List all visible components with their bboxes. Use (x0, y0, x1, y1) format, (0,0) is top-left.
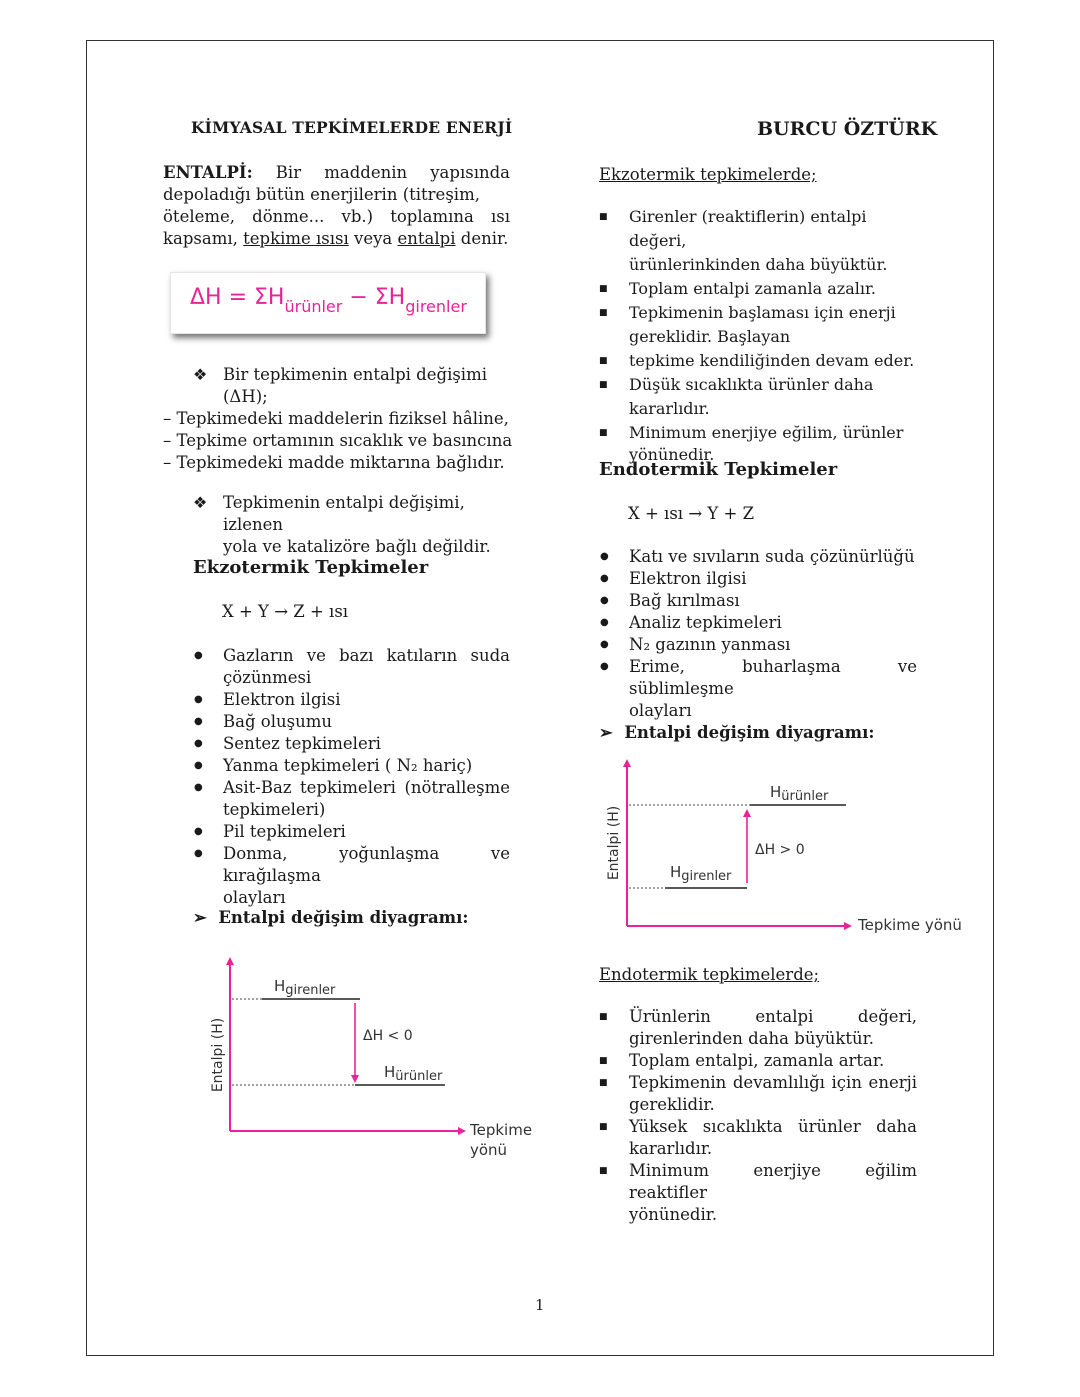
x-axis-arrow-icon (844, 922, 852, 930)
delta-up-arrow-icon (743, 809, 751, 817)
list-item-cont: tepkimeleri) (223, 800, 326, 819)
list-item: ● Analiz tepkimeleri (629, 612, 917, 634)
exo-examples-list (223, 645, 510, 909)
y-axis-arrow-icon (226, 957, 234, 965)
arrow-bullet-icon: ➢ (599, 723, 613, 742)
endo-examples-list (629, 546, 917, 722)
products-label: Hürünler (770, 783, 829, 804)
diamond-bullet-icon: ❖ (193, 365, 208, 384)
path-independence-note (163, 492, 523, 558)
arrow-bullet-icon: ➢ (193, 908, 207, 927)
exo-properties-list (629, 205, 919, 465)
endo-equation: X + ısı → Y + Z (628, 504, 755, 523)
page-number: 1 (535, 1296, 545, 1314)
diamond-bullet-icon: ❖ (193, 493, 208, 512)
x-axis-label-1: Tepkime (470, 1121, 533, 1139)
endo-properties-list (629, 1006, 917, 1226)
list-item-cont: yönünedir. (629, 445, 715, 464)
entalpi-def-line: kapsamı, tepkime ısısı veya entalpi denir. (163, 229, 509, 248)
list-item-cont: girenlerinden daha büyüktür. (629, 1029, 874, 1048)
document-title: KİMYASAL TEPKİMELERDE ENERJİ (191, 118, 513, 137)
entalpi-def-line: öteleme, dönme... vb.) toplamına ısı (163, 207, 510, 226)
x-axis-label: Tepkime yönü (858, 916, 962, 934)
list-item: ■ Minimum enerjiye eğilim, ürünler (629, 421, 919, 445)
list-item: ● Katı ve sıvıların suda çözünürlüğü (629, 546, 917, 568)
exo-intro: Ekzotermik tepkimelerde; (599, 165, 817, 184)
x-axis-label-2: yönü (470, 1141, 508, 1159)
list-item: ■ Yüksek sıcaklıkta ürünler daha (629, 1116, 917, 1138)
dependency-item: – Tepkime ortamının sıcaklık ve basıncına (163, 431, 513, 450)
list-item-cont: kararlıdır. (629, 399, 710, 418)
list-item-cont: ürünlerinkinden daha büyüktür. (629, 255, 888, 274)
list-item: ■ Toplam entalpi zamanla azalır. (629, 277, 919, 301)
list-item: ■ Minimum enerjiye eğilim reaktifler (629, 1160, 917, 1204)
entalpi-term-underlined: entalpi (397, 229, 456, 248)
list-item: ■ Tepkimenin başlaması için enerji (629, 301, 919, 325)
list-item: ● Sentez tepkimeleri (223, 733, 510, 755)
list-item-cont: olayları (223, 888, 286, 907)
list-item-cont: gereklidir. Başlayan (629, 327, 791, 346)
list-item-cont: kararlıdır. (629, 1139, 713, 1158)
author-name: BURCU ÖZTÜRK (757, 118, 938, 140)
y-axis-arrow-icon (623, 759, 631, 767)
dependency-item: – Tepkimedeki madde miktarına bağlıdır. (163, 453, 505, 472)
list-item-cont: çözünmesi (223, 668, 312, 687)
enthalpy-dependencies (163, 364, 523, 474)
note-line: Tepkimenin entalpi değişimi, izlenen (223, 493, 465, 534)
note-line: (ΔH); (223, 387, 268, 406)
note-line: Bir tepkimenin entalpi değişimi (223, 365, 488, 384)
list-item: ● Yanma tepkimeleri ( N₂ hariç) (223, 755, 510, 777)
exo-enthalpy-diagram (200, 955, 540, 1165)
endo-diagram-label: ➢ Entalpi değişim diyagramı: (599, 723, 875, 742)
exo-equation: X + Y → Z + ısı (222, 602, 349, 621)
list-item: ● Erime, buharlaşma ve süblimleşme (629, 656, 917, 700)
list-item: ● Donma, yoğunlaşma ve kırağılaşma (223, 843, 510, 887)
entalpi-def-line: depoladığı bütün enerjilerin (titreşim, (163, 185, 480, 204)
exo-diagram-label: ➢ Entalpi değişim diyagramı: (193, 908, 469, 927)
y-axis-label: Entalpi (H) (210, 1017, 226, 1093)
list-item: ■ tepkime kendiliğinden devam eder. (629, 349, 919, 373)
y-axis-label: Entalpi (H) (606, 805, 622, 881)
list-item: ● Bağ oluşumu (223, 711, 510, 733)
delta-down-arrow-icon (351, 1075, 359, 1083)
endo-enthalpy-diagram (600, 755, 970, 940)
enthalpy-formula: $\Delta H = \Sigma H_{ürünler} - \Sigma H_{girenler}$ (190, 285, 467, 316)
list-item: ● Asit-Baz tepkimeleri (nötralleşme (223, 777, 510, 799)
list-item: ● Pil tepkimeleri (223, 821, 510, 843)
entalpi-definition (163, 162, 510, 250)
list-item: ■ Toplam entalpi, zamanla artar. (629, 1050, 917, 1072)
list-item: ● Gazların ve bazı katıların suda (223, 645, 510, 667)
list-item-cont: gereklidir. (629, 1095, 715, 1114)
list-item: ■ Tepkimenin devamlılığı için enerji (629, 1072, 917, 1094)
reactants-label: Hgirenler (670, 863, 732, 884)
list-item: ● Elektron ilgisi (629, 568, 917, 590)
reactants-label: Hgirenler (274, 977, 336, 998)
endo-heading: Endotermik Tepkimeler (599, 459, 838, 480)
delta-label: ΔH > 0 (755, 842, 805, 858)
list-item: ■ Düşük sıcaklıkta ürünler daha (629, 373, 919, 397)
endo-intro: Endotermik tepkimelerde; (599, 965, 820, 984)
list-item: ■ Girenler (reaktiflerin) entalpi değeri, (629, 205, 919, 253)
list-item-cont: yönünedir. (629, 1205, 718, 1224)
note-line: yola ve katalizöre bağlı değildir. (223, 537, 491, 556)
entalpi-def-line: Bir maddenin yapısında (275, 163, 511, 182)
dependency-item: – Tepkimedeki maddelerin fiziksel hâline, (163, 409, 509, 428)
list-item: ● Bağ kırılması (629, 590, 917, 612)
delta-label: ΔH < 0 (363, 1028, 413, 1044)
x-axis-arrow-icon (458, 1127, 466, 1135)
tepkime-isisi-term: tepkime ısısı (243, 229, 349, 248)
list-item-cont: olayları (629, 701, 692, 720)
list-item: ● N₂ gazının yanması (629, 634, 917, 656)
exo-heading: Ekzotermik Tepkimeler (193, 557, 429, 578)
products-label: Hürünler (384, 1063, 443, 1084)
list-item: ■ Ürünlerin entalpi değeri, (629, 1006, 917, 1028)
entalpi-term: ENTALPİ: (163, 163, 253, 182)
list-item: ● Elektron ilgisi (223, 689, 510, 711)
